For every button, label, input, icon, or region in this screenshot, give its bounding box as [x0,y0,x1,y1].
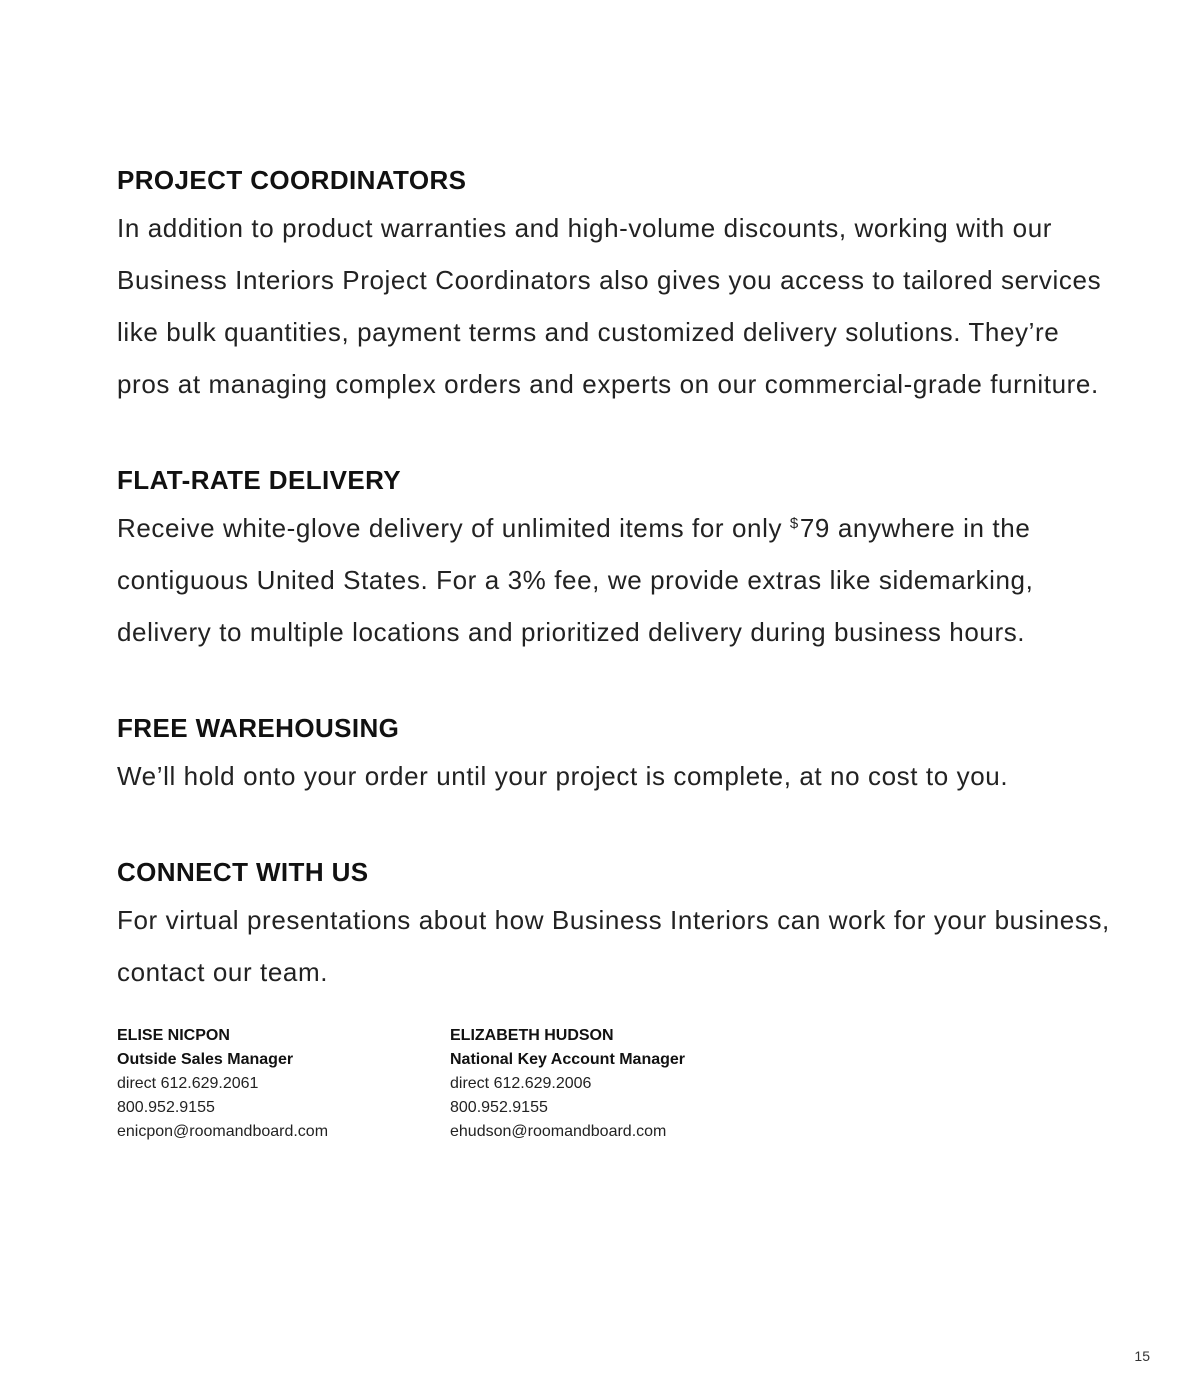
section-body: We’ll hold onto your order until your project is complete, at no cost to you. [117,761,1009,791]
section-free-warehousing [117,706,1117,802]
contact-name: ELISE NICPON [117,1027,230,1044]
page-number: 15 [1134,1348,1150,1364]
body-text-before: Receive white-glove delivery of unlimited items for only [117,513,790,543]
contact-direct-phone: direct 612.629.2006 [450,1075,592,1092]
contact-card [450,1024,783,1144]
section-body [117,502,1117,658]
body-text-after: 79 anywhere in the contiguous United States. For a 3% fee, we provide extras like sidemarking, delivery to multiple locations and prioritized delivery during business hours. [117,513,1034,647]
contact-email[interactable]: ehudson@roomandboard.com [450,1123,667,1140]
contact-phone: 800.952.9155 [450,1099,548,1116]
contact-card [117,1024,450,1144]
section-heading: CONNECT WITH US [117,857,369,887]
contact-role: National Key Account Manager [450,1051,686,1068]
section-body: In addition to product warranties and high-volume discounts, working with our Business Interiors Project Coordinators also gives you access to tailored services like bulk quantities, payment terms and customized delivery solutions. They’re pros at managing complex orders and experts on our commercial-grade furniture. [117,213,1102,399]
contact-list [117,1024,1117,1144]
section-flat-rate-delivery [117,458,1117,658]
section-project-coordinators [117,158,1117,410]
section-connect-with-us [117,850,1117,998]
section-heading: FLAT-RATE DELIVERY [117,465,402,495]
contact-email[interactable]: enicpon@roomandboard.com [117,1123,329,1140]
currency-symbol: $ [789,515,799,532]
contact-role: Outside Sales Manager [117,1051,294,1068]
section-heading: FREE WAREHOUSING [117,713,400,743]
section-heading: PROJECT COORDINATORS [117,165,467,195]
section-body: For virtual presentations about how Business Interiors can work for your business, contact our team. [117,905,1110,987]
contact-phone: 800.952.9155 [117,1099,215,1116]
contact-name: ELIZABETH HUDSON [450,1027,614,1044]
document-content [117,158,1117,1144]
contact-direct-phone: direct 612.629.2061 [117,1075,259,1092]
